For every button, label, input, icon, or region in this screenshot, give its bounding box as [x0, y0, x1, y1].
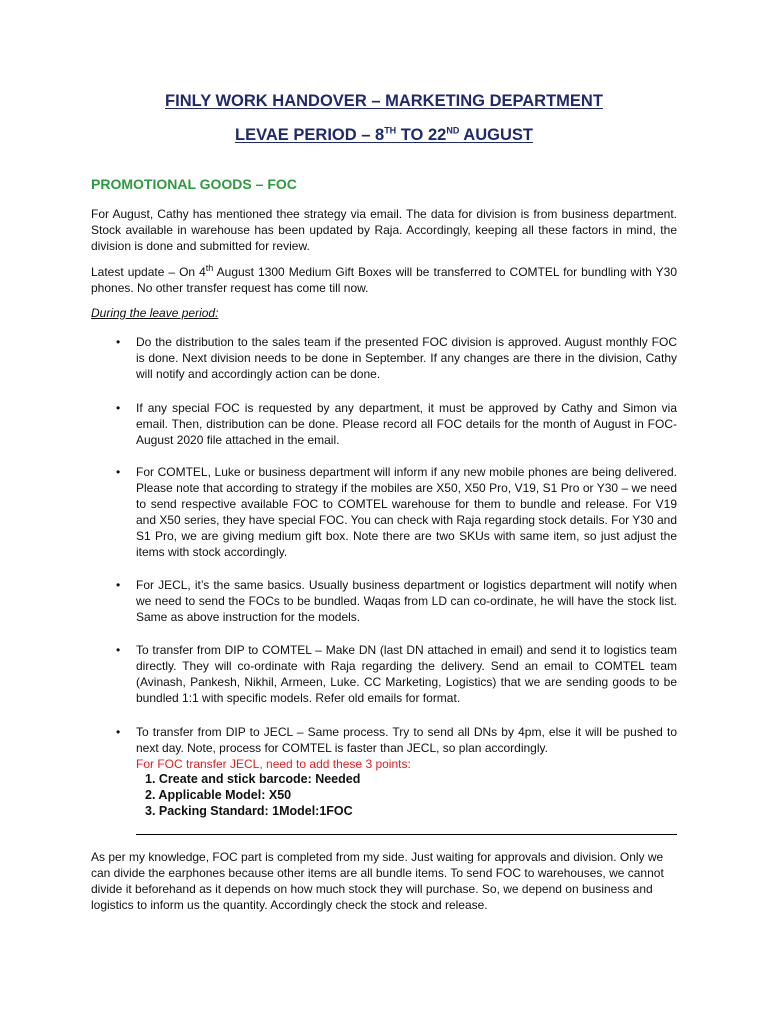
bullet-icon: • — [116, 335, 121, 349]
subtitle-sup-1: TH — [384, 125, 397, 136]
document-title — [0, 92, 768, 111]
subtitle-sup-2: ND — [446, 125, 460, 136]
bullet-icon: • — [116, 725, 121, 739]
subtitle-part-c: AUGUST — [459, 126, 533, 144]
foc-point: 2. Applicable Model: X50 — [145, 788, 292, 802]
latest-update-sup: th — [205, 263, 214, 273]
intro-paragraph-1: For August, Cathy has mentioned thee strategy via email. The data for division is from business department. Stock available in warehouse has been updated by Raja. Accordingly, keeping all these factors in mind, the division is done and submitted for review. — [91, 207, 677, 253]
list-item — [136, 724, 677, 772]
foc-points-list — [145, 771, 360, 819]
foc-point: 3. Packing Standard: 1Model:1FOC — [145, 804, 353, 818]
latest-update-a: Latest update – On 4 — [91, 265, 206, 279]
bullet-icon: • — [116, 643, 121, 657]
list-item: If any special FOC is requested by any department, it must be approved by Cathy and Simon via email. Then, distribution can be done. Please record all FOC details for the month of August in FOC-August 2020 file attached in the email. — [136, 401, 677, 447]
bullet-icon: • — [116, 401, 121, 415]
intro-paragraph-2 — [91, 264, 677, 296]
list-item: For COMTEL, Luke or business department will inform if any new mobile phones are being delivered. Please note that according to strategy if the mobiles are X50, X50 Pro, V19, S1 Pro or Y30 – we need to send respective available FOC to COMTEL warehouse for them to bundle and release. For V19 and X50 series, they have special FOC. You can check with Raja regarding stock details. For Y30 and S1 Pro, we are giving medium gift box. Note there are two SKUs with same item, so just adjust the items with stock accordingly. — [136, 465, 677, 559]
closing-paragraph: As per my knowledge, FOC part is completed from my side. Just waiting for approvals and division. Only we can divide the earphones because other items are all bundle items. To send FOC to warehouses, we cannot divide it beforehand as it depends on how much stock they will purchase. So, we depend on business and logistics to inform us the quantity. Accordingly check the stock and release. — [91, 850, 664, 912]
foc-note: For FOC transfer JECL, need to add these 3 points: — [136, 757, 411, 771]
during-leave-label: During the leave period: — [91, 306, 219, 320]
list-item: For JECL, it’s the same basics. Usually business department or logistics department will notify when we need to send the FOCs to be bundled. Waqas from LD can co-ordinate, he will have the stock list. Same as above instruction for the models. — [136, 578, 677, 624]
foc-point: 1. Create and stick barcode: Needed — [145, 772, 361, 786]
list-item: Do the distribution to the sales team if the presented FOC division is approved. August monthly FOC is done. Next division needs to be done in September. If any changes are there in the division, Cathy will notify and accordingly action can be done. — [136, 335, 677, 381]
subtitle-part-a: LEVAE PERIOD – 8 — [235, 126, 385, 144]
horizontal-divider — [136, 834, 677, 835]
latest-update-b: August 1300 Medium Gift Boxes will be transferred to COMTEL for bundling with Y30 phones. No other transfer request has come till now. — [91, 265, 677, 295]
document-subtitle — [0, 126, 768, 145]
subtitle-part-b: TO 22 — [396, 126, 447, 144]
list-item: To transfer from DIP to COMTEL – Make DN (last DN attached in email) and send it to logistics team directly. They will co-ordinate with Raja regarding the delivery. Send an email to COMTEL team (Avinash, Pankesh, Nikhil, Armeen, Luke. CC Marketing, Logistics) that we are sending goods to be bundled 1:1 with specific models. Refer old emails for format. — [136, 643, 677, 705]
title-line-1: FINLY WORK HANDOVER – MARKETING DEPARTMENT — [165, 92, 603, 110]
list-item-text: To transfer from DIP to JECL – Same process. Try to send all DNs by 4pm, else it will be pushed to next day. Note, process for COMTEL is faster than JECL, so plan accordingly. — [136, 725, 677, 755]
bullet-icon: • — [116, 465, 121, 479]
section-heading: PROMOTIONAL GOODS – FOC — [91, 176, 297, 192]
bullet-icon: • — [116, 578, 121, 592]
